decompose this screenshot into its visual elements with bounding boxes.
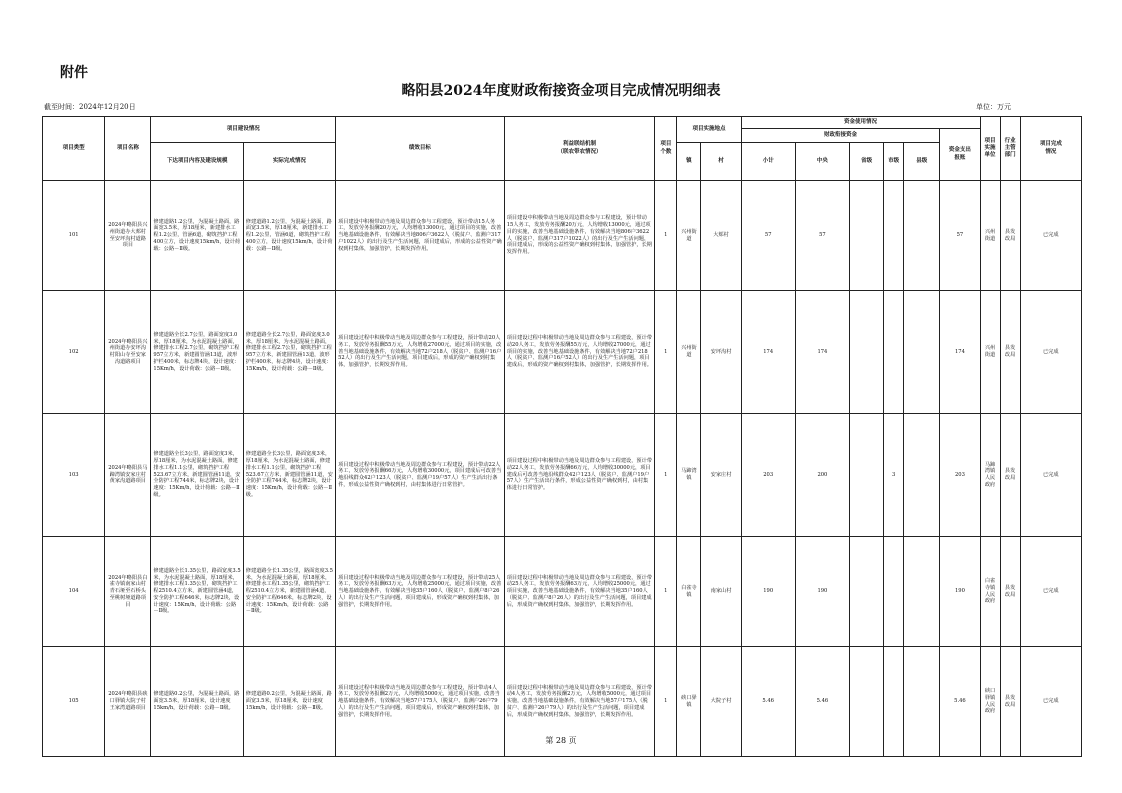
col-town: 镇 [677, 143, 701, 181]
col-fund-usage: 资金使用情况 [741, 117, 980, 129]
row-county [904, 414, 940, 537]
page-title: 略阳县2024年度财政衔接资金项目完成情况明细表 [401, 83, 721, 99]
row-type: 102 [43, 291, 105, 414]
row-actual: 修建道路全长3公里，路面宽度3米，厚18厘米，为水泥混凝土路面，修建排水工程1.1公里，砌筑挡护工程523.67立方米，新建圆管涵11道，安全防护工程744米，标志牌2块，设计速度：15Km/h，设计荷载：公路－Ⅱ级。 [243, 414, 335, 537]
row-type: 105 [43, 647, 105, 757]
row-benefit: 项目建设过程中积极带动当地及周边群众参与工程建设，预计带动4人务工，发放劳务报酬2万元，人均增收5000元，通过项目实施，改善当地基础设施条件，有效解决当地57户175人（脱贫户、监测户26户79人）的出行及生产生活问题，项目建成后，形成资产确权到村集体，加强管护，长期发挥作用。 [504, 647, 655, 757]
row-benefit: 项目建设中积极带动当地及周边群众参与工程建设，预计带动15人务工，发放劳务报酬20万元，人均增收13000元，通过项目的实施，改善当地基础设施条件，有效解决当地806户3622人（脱贫户、监测户317户1022人）的出行及生产生活问题，项目建成后，形成的公益性资产确权到村集体，加强管护，长期发挥作用。 [504, 181, 655, 291]
row-spent: 57 [940, 181, 980, 291]
row-subtotal: 57 [741, 181, 795, 291]
col-impl-unit: 项目 实施 单位 [980, 117, 1000, 181]
row-province [850, 414, 884, 537]
row-impl-unit: 兴州街道 [980, 181, 1000, 291]
row-status: 已完成 [1020, 647, 1081, 757]
row-count: 1 [655, 181, 677, 291]
row-plan: 修建道路0.2公里，为混凝土路面，路面宽3.5米，厚18厘米，设计速度15km/h，设计荷载：公路－Ⅱ级。 [151, 647, 243, 757]
row-count: 1 [655, 647, 677, 757]
row-dept: 县发改局 [1000, 647, 1020, 757]
row-status: 已完成 [1020, 537, 1081, 647]
project-table [42, 116, 1082, 757]
row-province [850, 537, 884, 647]
row-performance: 项目建设过程中积极带动当地及周边群众参与工程建设，预计带动4人务工，发放劳务报酬2万元，人均增收5000元，通过项目实施，改善当地基础设施条件，有效解决当地57户175人（脱贫户、监测户26户79人）的出行及生产生活问题，项目建成后，形成资产确权到村集体，加强管护，长期发挥作用。 [336, 647, 505, 757]
row-type: 101 [43, 181, 105, 291]
col-central: 中央 [795, 143, 849, 181]
col-name: 项目名称 [105, 117, 151, 181]
row-status: 已完成 [1020, 414, 1081, 537]
row-impl-unit: 硖口驿镇人民政府 [980, 647, 1000, 757]
table-body [43, 181, 1082, 757]
table-row [43, 414, 1082, 537]
table-row [43, 181, 1082, 291]
col-benefit: 利益联结机制 （联农带农情况） [504, 117, 655, 181]
row-actual: 修建道路全长1.35公里，路面宽度3.5米，为水泥混凝土路面，厚18厘米，修建排水工程1.35公里，砌筑挡护工程2510.4立方米，新建圆管涵4道，安全防护工程646米，标志牌2块，设计速度：15Km/h，设计荷载：公路－Ⅱ级。 [243, 537, 335, 647]
row-village: 安坪沟村 [701, 291, 741, 414]
row-impl-unit: 白雀寺镇人民政府 [980, 537, 1000, 647]
col-fund-source: 财政衔接资金 [741, 129, 940, 143]
row-dept: 县发改局 [1000, 537, 1020, 647]
row-count: 1 [655, 291, 677, 414]
col-actual: 实际完成情况 [243, 143, 335, 181]
row-actual: 修建道路全长2.7公里，路面宽度3.0米，厚18厘米，为水泥混凝土路面，修建排水工程2.7公里，砌筑挡护工程957立方米，新建圆管涵13道，波形护栏400米，标志牌4块，设计速度：15Km/h，设计荷载：公路－Ⅱ级。 [243, 291, 335, 414]
col-province: 省级 [850, 143, 884, 181]
row-benefit: 项目建设过程中积极带动当地及周边群众参与工程建设，预计带动22人务工，发放劳务报酬66万元，人均增收30000元，项目建成后可改善当地沿线群众42户123人（脱贫户、监测户19户57人）生产生活出行条件，形成公益性资产确权到村，由村集体进行日常管护。 [504, 414, 655, 537]
row-town: 兴州街道 [677, 291, 701, 414]
row-central: 57 [795, 181, 849, 291]
col-type: 项目类型 [43, 117, 105, 181]
row-status: 已完成 [1020, 181, 1081, 291]
row-dept: 县发改局 [1000, 181, 1020, 291]
date-label: 截至时间：2024年12月20日 [44, 103, 136, 111]
row-count: 1 [655, 537, 677, 647]
row-town: 白雀寺镇 [677, 537, 701, 647]
row-name: 2024年略阳县兴州街道办安坪沟村阳山寺至安家沟道路项目 [105, 291, 151, 414]
row-status: 已完成 [1020, 291, 1081, 414]
table-row [43, 291, 1082, 414]
row-impl-unit: 马蹄湾镇人民政府 [980, 414, 1000, 537]
row-spent: 190 [940, 537, 980, 647]
col-spent: 资金支出 报账 [940, 129, 980, 181]
row-benefit: 项目建设过程中积极带动当地及周边群众参与工程建设，预计带动20人务工，发放劳务报酬55万元，人均增收27000元，通过项目的实施，改善当地基础设施条件，有效解决当地72户218人（脱贫户、监测户16户52人）的出行及生产生活问题，项目建成后，形成的资产确权到村集体，加强管护，长期发挥作用。 [504, 291, 655, 414]
row-spent: 203 [940, 414, 980, 537]
row-province [850, 181, 884, 291]
row-county [904, 291, 940, 414]
row-town: 马蹄湾镇 [677, 414, 701, 537]
col-count: 项目 个数 [655, 117, 677, 181]
col-location: 项目实施地点 [677, 117, 741, 143]
col-county: 县级 [904, 143, 940, 181]
row-plan: 修建道路全长3公里，路面宽度3米，厚18厘米，为水泥混凝土路面，修建排水工程1.1公里，砌筑挡护工程523.67立方米，新建圆管涵11道，安全防护工程744米，标志牌2块，设计速度：15Km/h，设计荷载：公路－Ⅱ级。 [151, 414, 243, 537]
row-performance: 项目建设中积极带动当地及周边群众参与工程建设，预计带动15人务工，发放劳务报酬20万元，人均增收13000元，通过项目的实施，改善当地基础设施条件，有效解决当地806户3622人（脱贫户、监测户317户1022人）的出行及生产生活问题，项目建成后，形成的公益性资产确权到村集体，加强管护，长期发挥作用。 [336, 181, 505, 291]
table-row [43, 537, 1082, 647]
row-central: 200 [795, 414, 849, 537]
row-subtotal: 190 [741, 537, 795, 647]
row-central: 190 [795, 537, 849, 647]
col-subtotal: 小计 [741, 143, 795, 181]
row-name: 2024年略阳县兴州街道办大郏村至安坪沟村道路项目 [105, 181, 151, 291]
row-central: 5.46 [795, 647, 849, 757]
col-dept: 行业 主管 部门 [1000, 117, 1020, 181]
row-dept: 县发改局 [1000, 291, 1020, 414]
unit-label: 单位：万元 [976, 103, 1011, 111]
row-province [850, 291, 884, 414]
attachment-label: 附件 [60, 65, 88, 81]
col-construction: 项目建设情况 [151, 117, 336, 143]
row-plan: 修建道路全长1.35公里，路面宽度3.5米，为水泥混凝土路面，厚18厘米，修建排水工程1.35公里，砌筑挡护工程2510.4立方米，新建圆管涵4道，安全防护工程646米，标志牌2块，设计速度：15Km/h，设计荷载：公路－Ⅱ级。 [151, 537, 243, 647]
row-town: 兴州街道 [677, 181, 701, 291]
row-spent: 5.46 [940, 647, 980, 757]
row-subtotal: 203 [741, 414, 795, 537]
row-subtotal: 5.46 [741, 647, 795, 757]
row-city [884, 537, 904, 647]
row-plan: 修建道路全长2.7公里，路面宽度3.0米，厚18厘米，为水泥混凝土路面，修建排水工程2.7公里，砌筑挡护工程957立方米，新建圆管涵13道，波形护栏400米，标志牌4块，设计速度：15Km/h，设计荷载：公路－Ⅱ级。 [151, 291, 243, 414]
row-count: 1 [655, 414, 677, 537]
row-impl-unit: 兴州街道 [980, 291, 1000, 414]
page-number: 第 28 页 [545, 736, 577, 745]
row-county [904, 537, 940, 647]
row-city [884, 181, 904, 291]
row-actual: 修建道路1.2公里，为混凝土路面，路面宽3.5米，厚18厘米，新建排水工程1.2公里，管涵6道，砌筑挡护工程400立方，设计速度15km/h，设计荷载：公路－Ⅱ级。 [243, 181, 335, 291]
col-plan: 下达项目内容及建设规模 [151, 143, 243, 181]
col-status: 项目完成 情况 [1020, 117, 1081, 181]
row-village: 南家山村 [701, 537, 741, 647]
row-village: 大郏村 [701, 181, 741, 291]
row-city [884, 291, 904, 414]
row-city: 3 [884, 414, 904, 537]
row-performance: 项目建设过程中积极带动当地及周边群众参与工程建设，预计带动22人务工，发放劳务报酬66万元，人均增收30000元，项目建成后可改善当地沿线群众42户123人（脱贫户、监测户19户57人）生产生活出行条件，形成公益性资产确权到村，由村集体进行日常管护。 [336, 414, 505, 537]
row-actual: 修建道路0.2公里，为混凝土路面，路面宽3.5米，厚18厘米，设计速度15km/h，设计荷载：公路－Ⅱ级。 [243, 647, 335, 757]
row-dept: 县发改局 [1000, 414, 1020, 537]
col-city: 市级 [884, 143, 904, 181]
row-name: 2024年略阳县马蹄湾镇安家庄村黄家沟道路项目 [105, 414, 151, 537]
row-performance: 项目建设过程中积极带动当地及周边群众参与工程建设，预计带动25人务工，发放劳务报酬63万元，人均增收25000元，通过项目实施，改善当地基础设施条件，有效解决当地35户160人（脱贫户、监测户8户26人）的出行及生产生活问题，项目建成后，形成资产确权到村集体，加强管护，长期发挥作用。 [336, 537, 505, 647]
row-village: 大院子村 [701, 647, 741, 757]
row-name: 2024年略阳县白雀寺镇南家山村青石垭至石桥头至桃树垭道路项目 [105, 537, 151, 647]
row-spent: 174 [940, 291, 980, 414]
row-central: 174 [795, 291, 849, 414]
row-type: 103 [43, 414, 105, 537]
row-town: 硖口驿镇 [677, 647, 701, 757]
row-county [904, 181, 940, 291]
row-subtotal: 174 [741, 291, 795, 414]
row-performance: 项目建设过程中积极带动当地及周边群众参与工程建设，预计带动20人务工，发放劳务报酬55万元，人均增收27000元，通过项目的实施，改善当地基础设施条件，有效解决当地72户218人（脱贫户、监测户16户52人）的出行及生产生活问题，项目建成后，形成的资产确权到村集体，加强管护，长期发挥作用。 [336, 291, 505, 414]
col-performance: 绩效目标 [336, 117, 505, 181]
col-village: 村 [701, 143, 741, 181]
row-village: 安家庄村 [701, 414, 741, 537]
row-type: 104 [43, 537, 105, 647]
row-benefit: 项目建设过程中积极带动当地及周边群众参与工程建设，预计带动25人务工，发放劳务报酬63万元，人均增收25000元，通过项目实施，改善当地基础设施条件，有效解决当地35户160人（脱贫户、监测户8户26人）的出行及生产生活问题，项目建成后，形成资产确权到村集体，加强管护，长期发挥作用。 [504, 537, 655, 647]
row-plan: 修建道路1.2公里，为混凝土路面，路面宽3.5米，厚18厘米，新建排水工程1.2公里，管涵6道，砌筑挡护工程400立方，设计速度15km/h，设计荷载：公路－Ⅱ级。 [151, 181, 243, 291]
row-name: 2024年略阳县硖口驿镇大院子村王家湾道路项目 [105, 647, 151, 757]
